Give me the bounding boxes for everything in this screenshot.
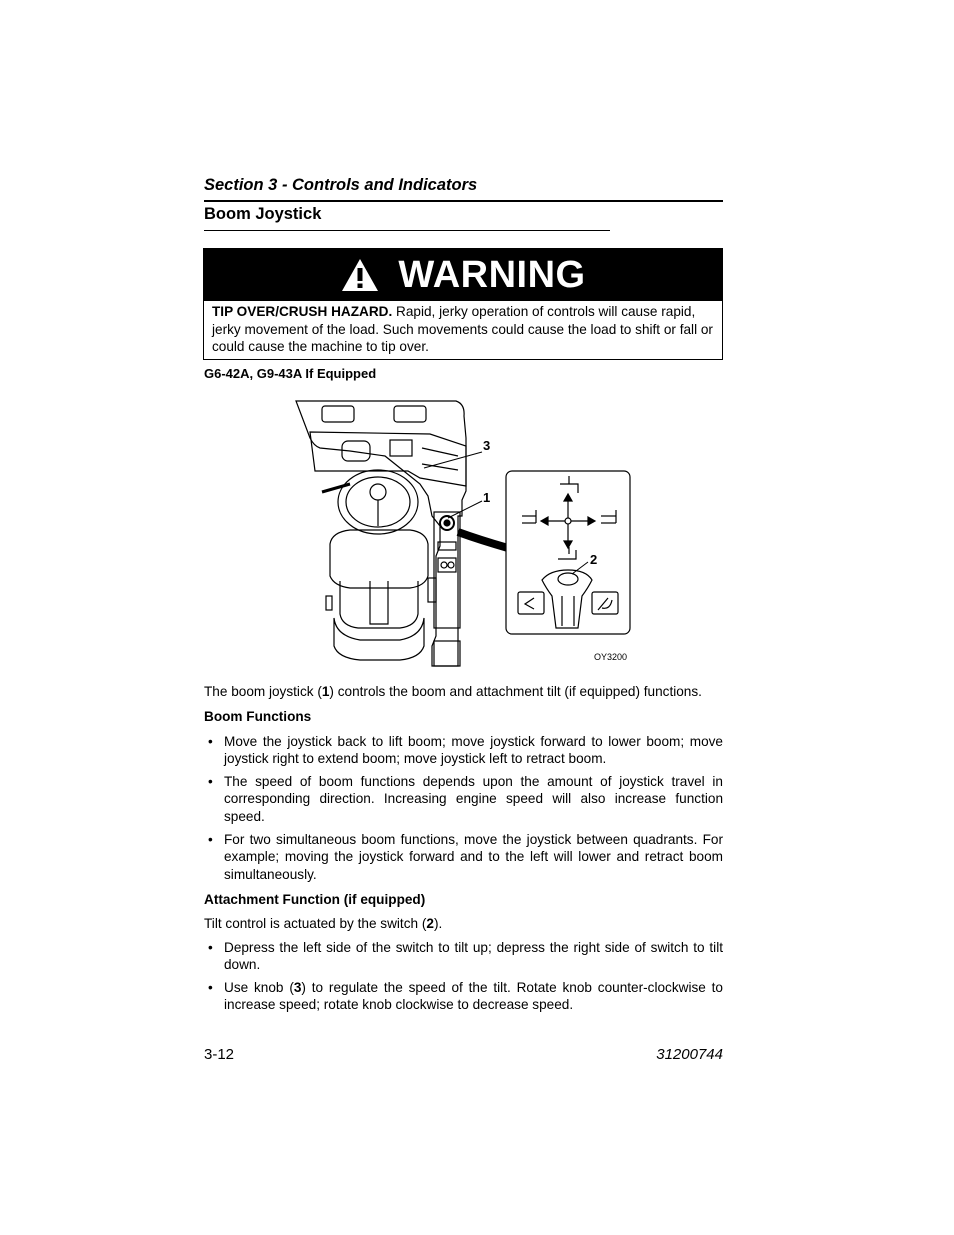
page-title: Boom Joystick bbox=[204, 205, 322, 223]
warning-triangle-icon bbox=[340, 257, 380, 293]
document-number: 31200744 bbox=[656, 1046, 723, 1063]
warning-lead: TIP OVER/CRUSH HAZARD. bbox=[212, 304, 393, 319]
intro-paragraph: The boom joystick (1) controls the boom and attachment tilt (if equipped) functions. bbox=[204, 684, 702, 699]
tilt-paragraph: Tilt control is actuated by the switch (2). bbox=[204, 916, 443, 931]
list-item: • Use knob (3) to regulate the speed of the tilt. Rotate knob counter-clockwise to increase speed; rotate knob clockwise to decrease speed. bbox=[208, 980, 723, 1013]
figure-caption: G6-42A, G9-43A If Equipped bbox=[204, 366, 377, 381]
warning-word: WARNING bbox=[398, 253, 586, 296]
page-number: 3-12 bbox=[204, 1046, 235, 1063]
section-rule bbox=[204, 200, 723, 202]
boom-functions-heading: Boom Functions bbox=[204, 709, 312, 724]
list-item: • For two simultaneous boom functions, move the joystick between quadrants. For example; moving the joystick forward and to the left will lower and retract boom simultaneously. bbox=[208, 832, 723, 882]
warning-header bbox=[204, 249, 722, 301]
list-item: • Depress the left side of the switch to tilt up; depress the right side of switch to tilt down. bbox=[208, 940, 723, 973]
list-item: • The speed of boom functions depends upon the amount of joystick travel in corresponding direction. Increasing engine speed will also increase function speed. bbox=[208, 774, 723, 824]
list-item: • Move the joystick back to lift boom; move joystick forward to lower boom; move joystick right to extend boom; move joystick left to retract boom. bbox=[208, 734, 723, 767]
boom-joystick-illustration bbox=[290, 396, 640, 671]
warning-text bbox=[212, 303, 716, 356]
attachment-heading: Attachment Function (if equipped) bbox=[204, 892, 426, 907]
callout-1: 1 bbox=[483, 490, 491, 505]
warning-box bbox=[203, 248, 723, 360]
title-rule bbox=[204, 230, 610, 231]
figure-code: OY3200 bbox=[594, 652, 628, 662]
section-title: Section 3 - Controls and Indicators bbox=[204, 176, 478, 194]
warning-message: Rapid, jerky operation of controls will cause rapid, jerky movement of the load. Such movements could cause the load to shift or fall or could cause the machine to tip over. bbox=[212, 304, 713, 354]
callout-3: 3 bbox=[483, 438, 491, 453]
callout-2: 2 bbox=[590, 552, 598, 567]
